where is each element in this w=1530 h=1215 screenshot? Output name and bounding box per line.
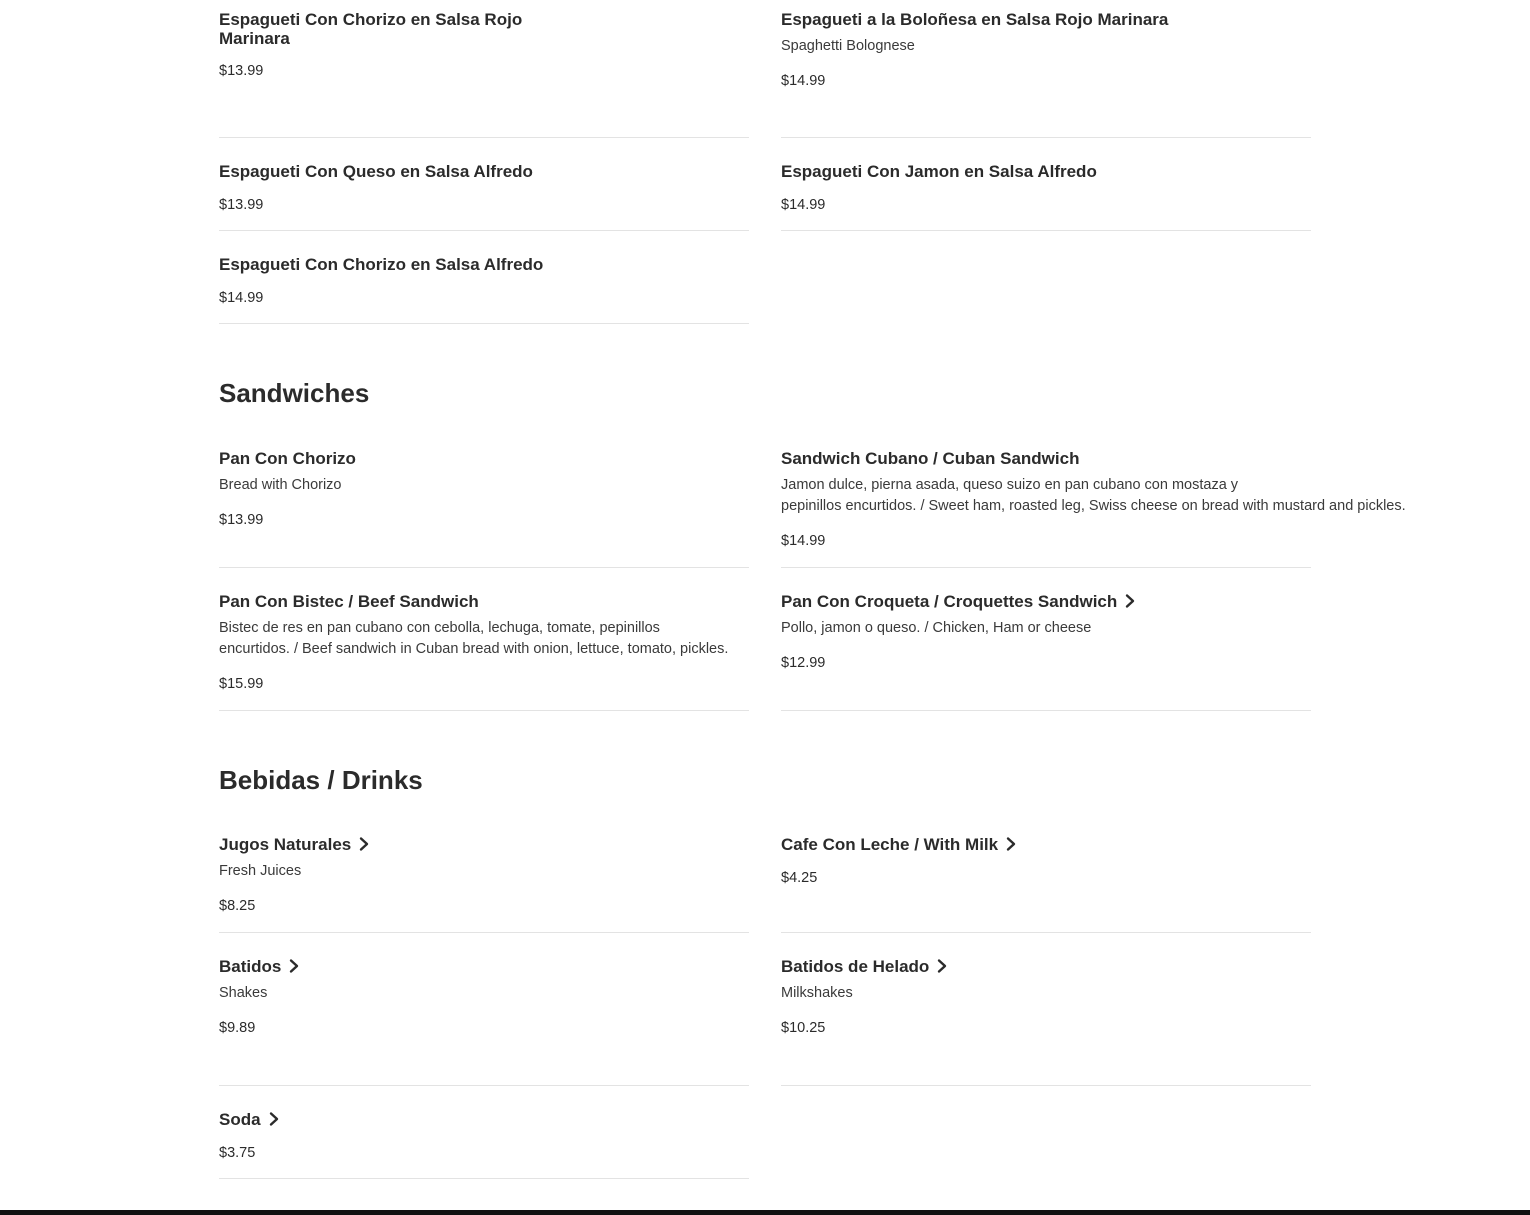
menu-item-description: Milkshakes <box>781 985 853 1001</box>
menu-item-name-row <box>219 835 371 854</box>
chevron-right-icon <box>1004 837 1018 851</box>
menu-item-price: $9.89 <box>219 1020 256 1036</box>
chevron-right-icon <box>287 959 301 973</box>
chevron-right-icon <box>267 1112 281 1126</box>
menu-item-description: Fresh Juices <box>219 863 302 879</box>
chevron-right-icon <box>935 959 949 973</box>
menu-item-batidos-de-helado[interactable] <box>781 956 1311 1086</box>
section-title-drinks: Bebidas / Drinks <box>219 765 423 795</box>
menu-item-cafe-con-leche[interactable] <box>781 834 1311 933</box>
menu-item-espagueti-jamon-alfredo[interactable] <box>781 161 1311 231</box>
description-line: Jamon dulce, pierna asada, queso suizo en pan cubano con mostaza y <box>781 477 1239 493</box>
menu-item-name: Espagueti a la Boloñesa en Salsa Rojo Marinara <box>781 10 1169 29</box>
description-line: Bistec de res en pan cubano con cebolla, lechuga, tomate, pepinillos <box>219 620 660 636</box>
menu-item-price: $14.99 <box>219 290 264 306</box>
menu-item-batidos[interactable] <box>219 956 749 1086</box>
menu-item-name: Espagueti Con Chorizo en Salsa Rojo Marinara <box>219 10 523 48</box>
menu-item-price: $14.99 <box>781 533 826 549</box>
menu-item-name: Cafe Con Leche / With Milk <box>781 835 999 854</box>
menu-item-name: Batidos <box>219 957 282 976</box>
menu-item-pan-con-croqueta[interactable] <box>781 591 1311 711</box>
menu-item-name: Pan Con Bistec / Beef Sandwich <box>219 592 479 611</box>
menu-item-price: $13.99 <box>219 197 264 213</box>
footer-bar <box>0 1210 1530 1215</box>
chevron-right-icon <box>1123 594 1137 608</box>
menu-item-description: Shakes <box>219 985 268 1001</box>
menu-item-sandwich-cubano[interactable] <box>781 448 1406 568</box>
menu-item-espagueti-bolonesa[interactable] <box>781 8 1311 138</box>
menu-item-name-row <box>781 957 949 976</box>
menu-item-name-row <box>219 1110 281 1129</box>
menu-item-description: Bread with Chorizo <box>219 477 342 493</box>
menu-item-espagueti-chorizo-alfredo[interactable] <box>219 254 749 324</box>
menu-item-name: Pan Con Croqueta / Croquettes Sandwich <box>781 592 1118 611</box>
menu-item-pan-con-chorizo[interactable] <box>219 448 749 568</box>
description-line: pepinillos encurtidos. / Sweet ham, roasted leg, Swiss cheese on bread with mustard and pickles. <box>781 498 1406 514</box>
menu-item-name-row <box>219 957 301 976</box>
menu-item-name: Espagueti Con Chorizo en Salsa Alfredo <box>219 255 544 274</box>
menu-item-espagueti-chorizo-marinara[interactable] <box>219 8 749 138</box>
menu-item-description: Spaghetti Bolognese <box>781 38 915 54</box>
menu-item-name: Espagueti Con Queso en Salsa Alfredo <box>219 162 533 181</box>
chevron-right-icon <box>357 837 371 851</box>
menu-item-pan-con-bistec[interactable] <box>219 591 749 711</box>
menu-item-price: $13.99 <box>219 63 264 79</box>
menu-item-price: $15.99 <box>219 676 264 692</box>
menu-item-espagueti-queso-alfredo[interactable] <box>219 161 749 231</box>
menu-item-name-row <box>781 592 1137 611</box>
menu-item-name: Pan Con Chorizo <box>219 449 356 468</box>
menu-item-price: $10.25 <box>781 1020 826 1036</box>
menu-item-price: $3.75 <box>219 1145 256 1161</box>
menu-item-name: Espagueti Con Jamon en Salsa Alfredo <box>781 162 1097 181</box>
menu-item-name-row <box>781 835 1018 854</box>
menu-item-name: Sandwich Cubano / Cuban Sandwich <box>781 449 1080 468</box>
menu-item-price: $14.99 <box>781 197 826 213</box>
menu-item-name: Batidos de Helado <box>781 957 930 976</box>
menu-item-description: Pollo, jamon o queso. / Chicken, Ham or cheese <box>781 620 1092 636</box>
menu-item-price: $8.25 <box>219 898 256 914</box>
menu-item-soda[interactable] <box>219 1109 749 1179</box>
menu-item-jugos-naturales[interactable] <box>219 834 749 933</box>
menu-item-name: Soda <box>219 1110 261 1129</box>
menu-item-price: $12.99 <box>781 655 826 671</box>
menu-item-name: Jugos Naturales <box>219 835 352 854</box>
menu-item-description <box>219 618 747 660</box>
menu-item-description <box>781 475 1406 517</box>
menu-item-price: $13.99 <box>219 512 264 528</box>
menu-item-price: $14.99 <box>781 73 826 89</box>
menu-item-price: $4.25 <box>781 870 818 886</box>
description-line: encurtidos. / Beef sandwich in Cuban bread with onion, lettuce, tomato, pickles. <box>219 641 729 657</box>
section-title-sandwiches: Sandwiches <box>219 378 370 408</box>
